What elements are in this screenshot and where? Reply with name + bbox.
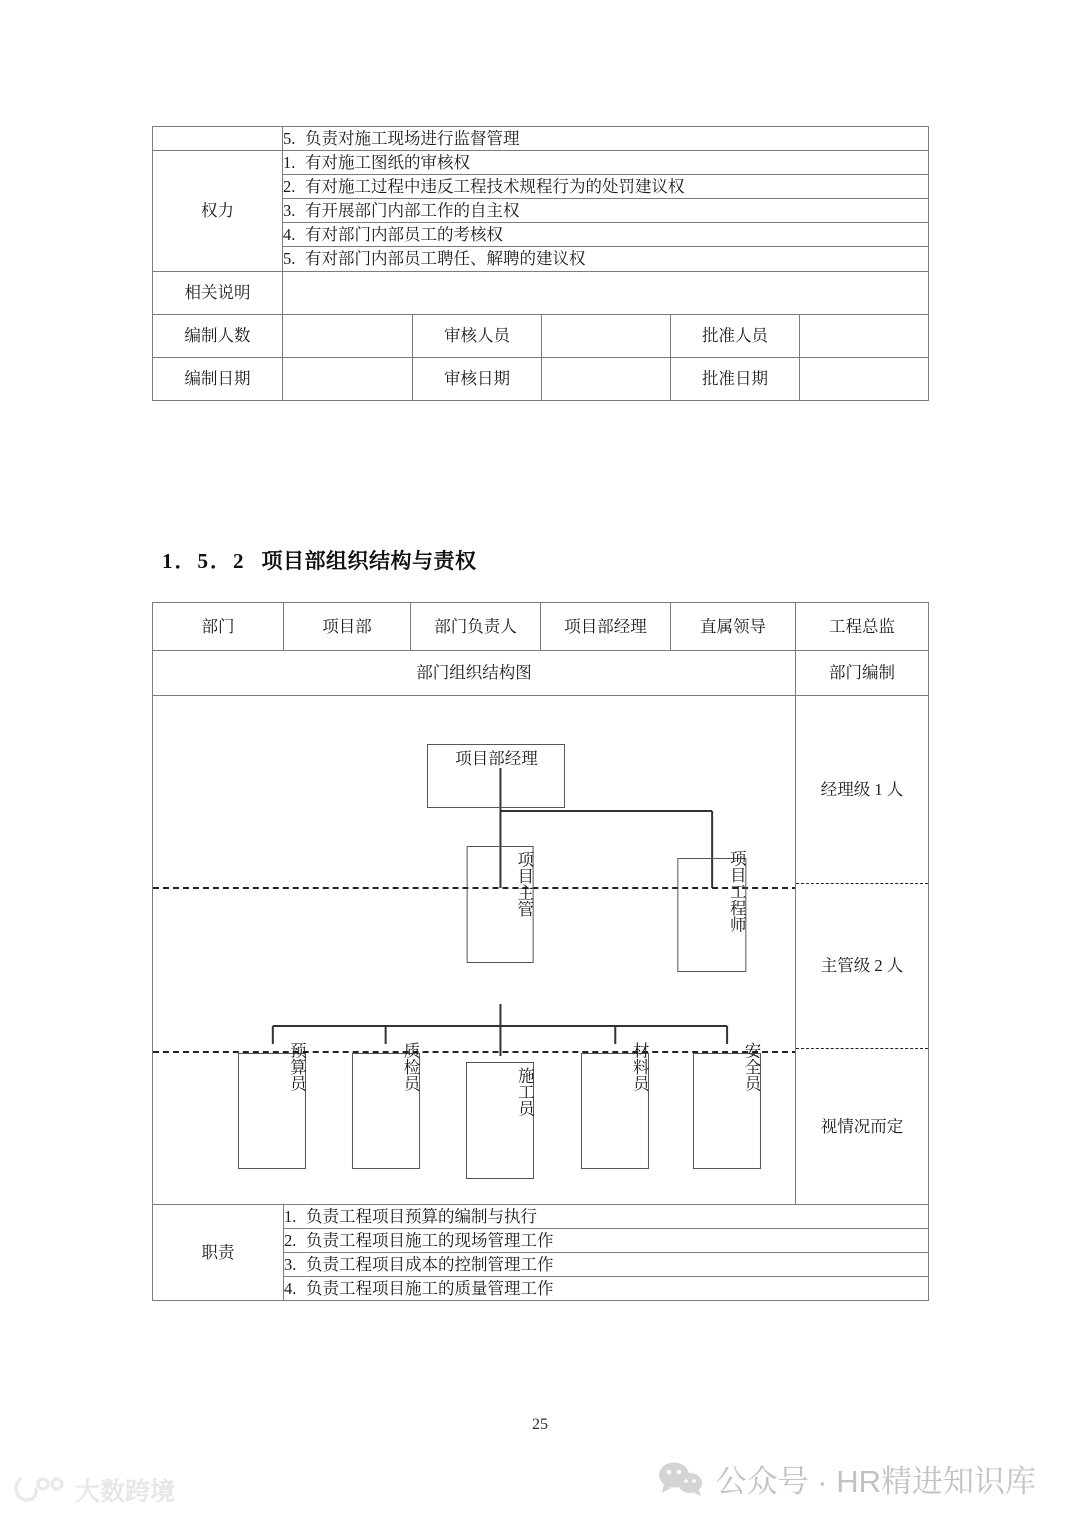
- authority-item-cell: [283, 151, 929, 175]
- table-row: [153, 1205, 929, 1229]
- list-text: 有对部门内部员工的考核权: [305, 225, 503, 245]
- staffing-level-staff: 视情况而定: [820, 1116, 904, 1136]
- reviewer-value: [542, 314, 671, 357]
- list-text: 有开展部门内部工作的自主权: [305, 201, 520, 221]
- direct-leader-value: 工程总监: [796, 603, 929, 651]
- authority-item-cell: [283, 223, 929, 247]
- wechat-watermark-text: 公众号 · HR精进知识库: [715, 1464, 1036, 1499]
- duty-label-cell: [153, 127, 283, 151]
- dept-label: 部门: [153, 603, 284, 651]
- authority-item-cell: [283, 175, 929, 199]
- list-text: 有对部门内部员工聘任、解聘的建议权: [305, 249, 586, 269]
- org-box-quality-inspector-label: 质检员: [401, 1042, 421, 1092]
- table-row: [153, 314, 929, 357]
- org-box-project-supervisor-label: 项目主管: [514, 851, 534, 918]
- org-chart-title: 部门组织结构图: [153, 651, 796, 696]
- org-box-construction-officer-label: 施工员: [515, 1067, 535, 1117]
- brand-watermark-text: 大数跨境: [75, 1478, 176, 1506]
- org-box-project-engineer-label: 项目工程师: [727, 849, 747, 933]
- org-box-safety-officer: [693, 1042, 761, 1170]
- list-text: 负责工程项目预算的编制与执行: [306, 1207, 537, 1226]
- table-row: [153, 357, 929, 400]
- reviewer-label: 审核人员: [413, 314, 542, 357]
- notes-value-cell: [283, 271, 929, 314]
- review-date-label: 审核日期: [413, 357, 542, 400]
- org-box-quality-inspector: [352, 1042, 421, 1170]
- wechat-icon: [658, 1461, 704, 1497]
- authority-item-cell: [283, 247, 929, 271]
- dept-value: 项目部: [284, 603, 411, 651]
- table-row: [153, 271, 929, 314]
- brand-logo-icon: [14, 1475, 66, 1505]
- list-text: 负责工程项目成本的控制管理工作: [306, 1255, 554, 1275]
- section-title: 项目部组织结构与责权: [261, 550, 477, 573]
- list-text: 负责工程项目施工的质量管理工作: [306, 1279, 554, 1299]
- create-date-label: 编制日期: [153, 357, 283, 400]
- approve-date-value: [800, 357, 929, 400]
- list-text: 负责对施工现场进行监督管理: [305, 129, 520, 148]
- staffing-column: [796, 696, 929, 1205]
- list-number: 1.: [283, 153, 296, 173]
- staff-count-value: [283, 314, 413, 357]
- table-row: [153, 651, 929, 696]
- duty-item-cell: [284, 1205, 929, 1229]
- direct-leader-label: 直属领导: [671, 603, 796, 651]
- org-box-safety-officer-label: 安全员: [741, 1042, 761, 1092]
- approver-value: [800, 314, 929, 357]
- approve-date-label: 批准日期: [671, 357, 800, 400]
- table-row: [153, 603, 929, 651]
- list-number: 3.: [283, 201, 296, 221]
- org-box-manager-label: 项目部经理: [455, 749, 538, 769]
- duty-item-cell: [284, 1253, 929, 1277]
- org-box-material-officer: [581, 1042, 650, 1170]
- org-box-construction-officer: [466, 1062, 534, 1179]
- list-number: 5.: [283, 129, 296, 148]
- org-box-budget-officer: [238, 1042, 307, 1170]
- section-heading: [162, 545, 477, 575]
- table-row: [153, 696, 929, 1205]
- list-number: 1.: [284, 1207, 297, 1226]
- list-text: 负责工程项目施工的现场管理工作: [306, 1231, 554, 1251]
- dept-head-value: 项目部经理: [541, 603, 671, 651]
- project-department-table: [152, 602, 929, 1301]
- list-number: 3.: [284, 1255, 297, 1275]
- approver-label: 批准人员: [671, 314, 800, 357]
- job-description-table: [152, 126, 929, 401]
- authority-item-cell: [283, 199, 929, 223]
- table-row: [153, 151, 929, 175]
- org-box-project-engineer: [677, 849, 747, 972]
- list-number: 4.: [283, 225, 296, 245]
- list-number: 2.: [284, 1231, 297, 1251]
- org-box-material-officer-label: 材料员: [630, 1042, 650, 1092]
- list-number: 2.: [283, 177, 296, 197]
- notes-label-cell: 相关说明: [153, 271, 283, 314]
- review-date-value: [542, 357, 671, 400]
- page-number: 25: [532, 1416, 548, 1433]
- org-box-manager: [427, 744, 565, 808]
- duty-item-cell: [284, 1277, 929, 1301]
- brand-watermark: [14, 1472, 175, 1508]
- duties-label-cell: 职责: [153, 1205, 284, 1301]
- duty-item-cell: [284, 1229, 929, 1253]
- staffing-title: 部门编制: [796, 651, 929, 696]
- list-number: 5.: [283, 249, 296, 269]
- wechat-watermark: [658, 1456, 1036, 1501]
- staffing-level-manager: 经理级 1 人: [796, 696, 928, 884]
- list-number: 4.: [284, 1279, 297, 1299]
- staff-count-label: 编制人数: [153, 314, 283, 357]
- table-row: [153, 127, 929, 151]
- list-text: 有对施工过程中违反工程技术规程行为的处罚建议权: [305, 177, 685, 197]
- org-box-budget-officer-label: 预算员: [287, 1042, 307, 1092]
- dept-head-label: 部门负责人: [411, 603, 541, 651]
- org-box-project-supervisor: [467, 846, 534, 963]
- authority-label-cell: 权力: [153, 151, 283, 271]
- create-date-value: [283, 357, 413, 400]
- staffing-level-supervisor: 主管级 2 人: [796, 884, 928, 1049]
- list-text: 有对施工图纸的审核权: [305, 153, 470, 173]
- duty-item-cell: [283, 127, 929, 151]
- org-chart-cell: [153, 696, 796, 1205]
- section-number: 1．5．2: [162, 549, 246, 573]
